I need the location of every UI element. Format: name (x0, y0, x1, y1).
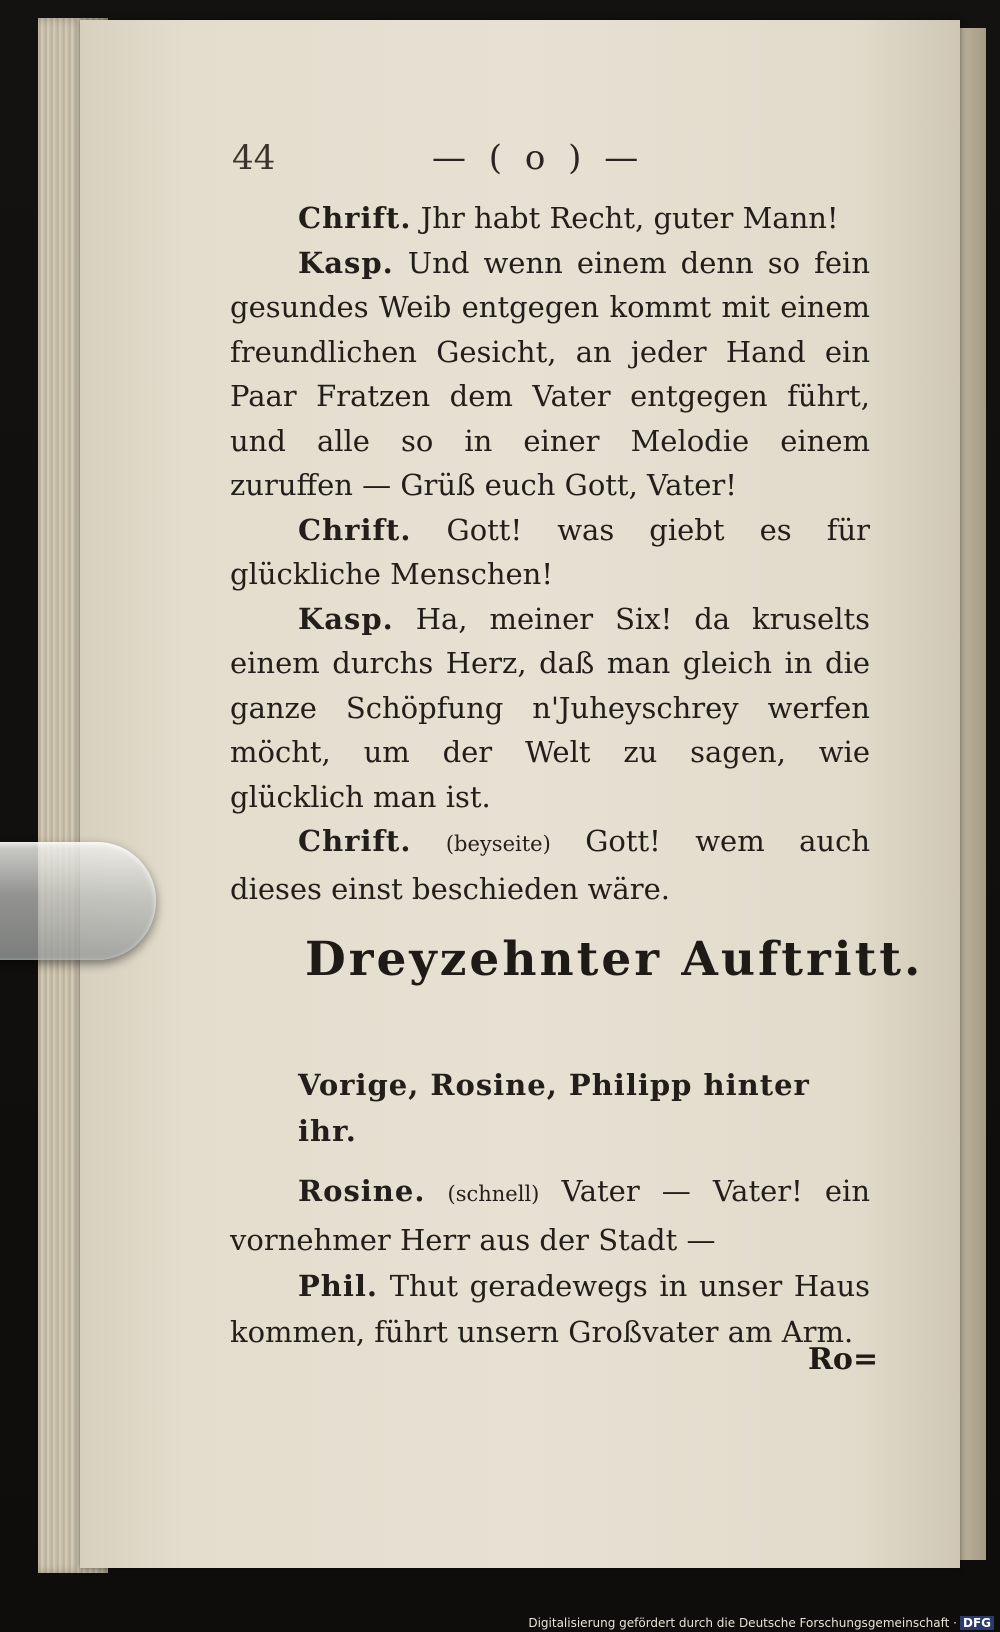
glass-page-weight (0, 842, 156, 960)
speaker-name: Kasp. (298, 245, 394, 280)
dialogue-line (230, 1168, 870, 1263)
credit-text: Digitalisierung gefördert durch die Deutsche Forschungsgemeinschaft · (528, 1616, 957, 1630)
dialogue-line (230, 1263, 870, 1355)
cast-line: Vorige, Rosine, Philipp hinter ihr. (298, 1068, 810, 1148)
dialogue-line (230, 819, 870, 911)
dialogue-line (230, 597, 870, 820)
dfg-logo: DFG (960, 1616, 994, 1630)
speaker-name: Phil. (298, 1269, 379, 1303)
dialogue-line (230, 196, 870, 241)
catchword: Ro= (808, 1342, 879, 1377)
dialogue-text: Gott! wem auch dieses einst beschieden wäre. (230, 824, 870, 906)
dialogue-block-1 (230, 196, 870, 911)
dialogue-text: Gott! was giebt es für glückliche Menschen! (230, 512, 870, 591)
page-number: 44 (232, 138, 276, 178)
dialogue-text: Ha, meiner Six! da kruselts einem durchs Herz, daß man gleich in die ganze Schöpfung n'Juheyschrey werfen möcht, um der Welt zu sagen, wie glücklich man ist. (230, 601, 871, 814)
dialogue-line (230, 241, 870, 508)
speaker-name: Kasp. (298, 601, 394, 636)
running-head: — ( o ) — (432, 138, 645, 178)
speaker-name: Chrift. (298, 512, 412, 547)
stage-direction: (schnell) (447, 1182, 540, 1206)
dialogue-text: Vater — Vater! ein vornehmer Herr aus der Stadt — (230, 1174, 870, 1257)
dialogue-text: Thut geradewegs in unser Haus kommen, führt unsern Großvater am Arm. (230, 1269, 871, 1349)
dialogue-text: Und wenn einem denn so fein gesundes Weib entgegen kommt mit einem freundlichen Gesicht, an jeder Hand ein Paar Fratzen dem Vater entgegen führt, und alle so in einer Melodie einem zuruffen — Grüß euch Gott, Vater! (230, 245, 870, 502)
right-page-edge (958, 28, 986, 1560)
stage-direction: (beyseite) (445, 832, 551, 856)
speaker-name: Chrift. (298, 201, 412, 235)
scene-heading: Dreyzehnter Auftritt. (305, 932, 924, 987)
dialogue-text: Jhr habt Recht, guter Mann! (420, 201, 839, 235)
dialogue-line (230, 508, 870, 597)
dialogue-block-2 (230, 1062, 870, 1355)
speaker-name: Rosine. (298, 1174, 426, 1208)
page-header (232, 138, 892, 188)
digitization-credit (528, 1616, 994, 1630)
speaker-name: Chrift. (298, 824, 412, 858)
